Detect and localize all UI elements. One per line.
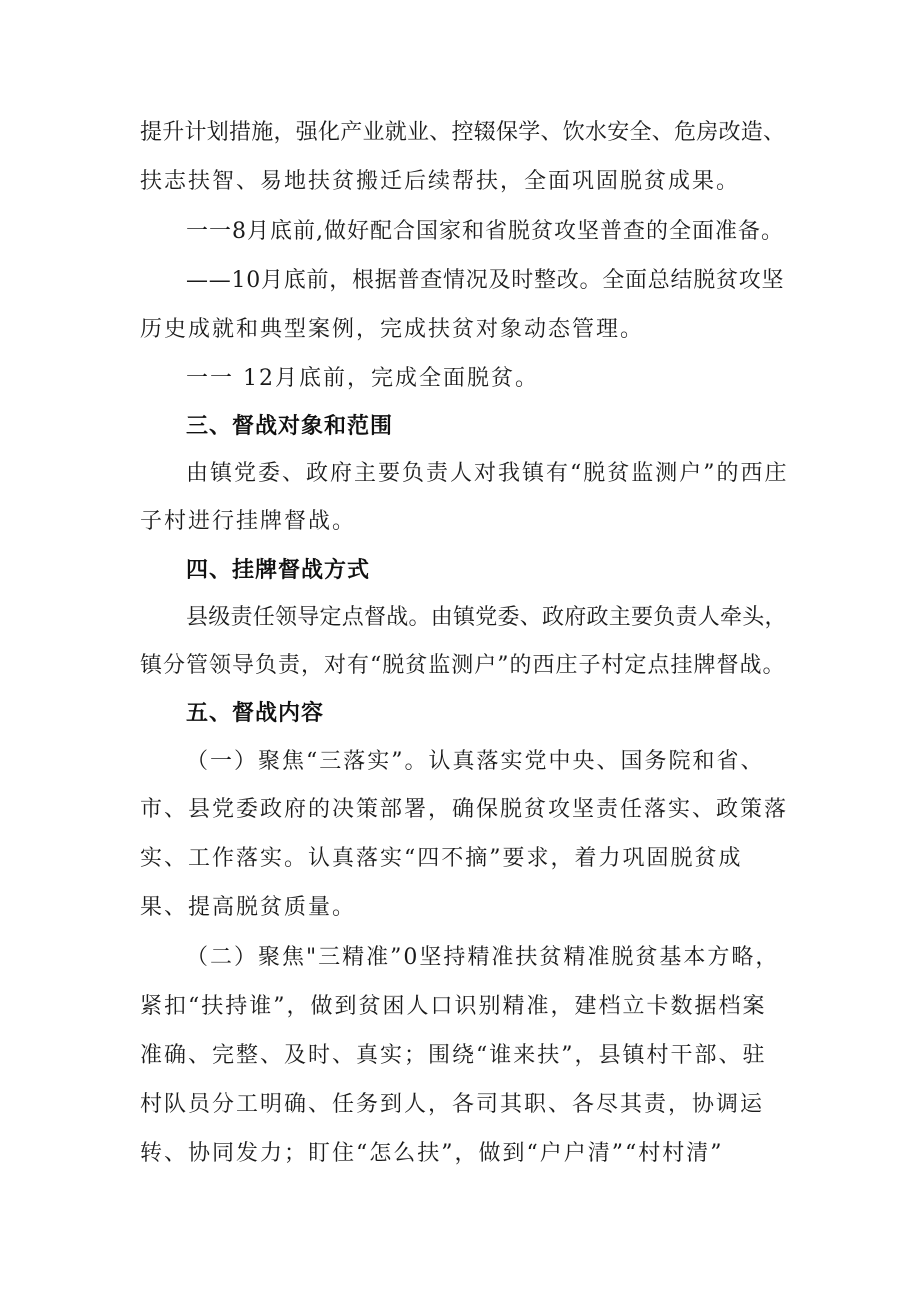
- paragraph-line: 市、县党委政府的决策部署，确保脱贫攻坚责任落实、政策落: [140, 797, 789, 822]
- section-heading-4: 四、挂牌督战方式: [186, 558, 371, 583]
- paragraph-line: ——10月底前，根据普查情况及时整改。全面总结脱贫攻坚: [186, 268, 785, 293]
- paragraph-line: 实、工作落实。认真落实“四不摘”要求，着力巩固脱贫成: [140, 846, 743, 871]
- paragraph-line: 提升计划措施，强化产业就业、控辍保学、饮水安全、危房改造、: [140, 120, 786, 145]
- paragraph-line: 镇分管领导负责，对有“脱贫监测户”的西庄子村定点挂牌督战。: [140, 653, 786, 678]
- paragraph-line: （一）聚焦“三落实”。认真落实党中央、国务院和省、: [186, 749, 765, 774]
- paragraph-line: 扶志扶智、易地扶贫搬迁后续帮扶，全面巩固脱贫成果。: [140, 169, 741, 194]
- paragraph-line: 果、提高脱贫质量。: [140, 895, 357, 920]
- paragraph-line: （二）聚焦"三精准”0坚持精准扶贫精准脱贫基本方略，: [186, 945, 780, 970]
- paragraph-line: 县级责任领导定点督战。由镇党委、政府政主要负责人牵头，: [186, 605, 787, 630]
- paragraph-line: 子村进行挂牌督战。: [140, 509, 357, 534]
- section-heading-3: 三、督战对象和范围: [186, 414, 394, 439]
- paragraph-line: 转、协同发力；盯住“怎么扶”，做到“户户清”“村村清”: [140, 1141, 724, 1166]
- paragraph-line: 村队员分工明确、任务到人，各司其职、各尽其责，协调运: [140, 1092, 765, 1117]
- paragraph-line: 一一 12月底前，完成全面脱贫。: [186, 366, 539, 391]
- paragraph-line: 紧扣“扶持谁”，做到贫困人口识别精准，建档立卡数据档案: [140, 994, 767, 1019]
- paragraph-line: 历史成就和典型案例，完成扶贫对象动态管理。: [140, 317, 645, 342]
- paragraph-line: 准确、完整、及时、真实；围绕“谁来扶”，县镇村干部、驻: [140, 1043, 767, 1068]
- paragraph-line: 由镇党委、政府主要负责人对我镇有“脱贫监测户”的西庄: [186, 461, 789, 486]
- section-heading-5: 五、督战内容: [186, 701, 325, 726]
- paragraph-line: 一一8月底前,做好配合国家和省脱贫攻坚普查的全面准备。: [186, 219, 784, 244]
